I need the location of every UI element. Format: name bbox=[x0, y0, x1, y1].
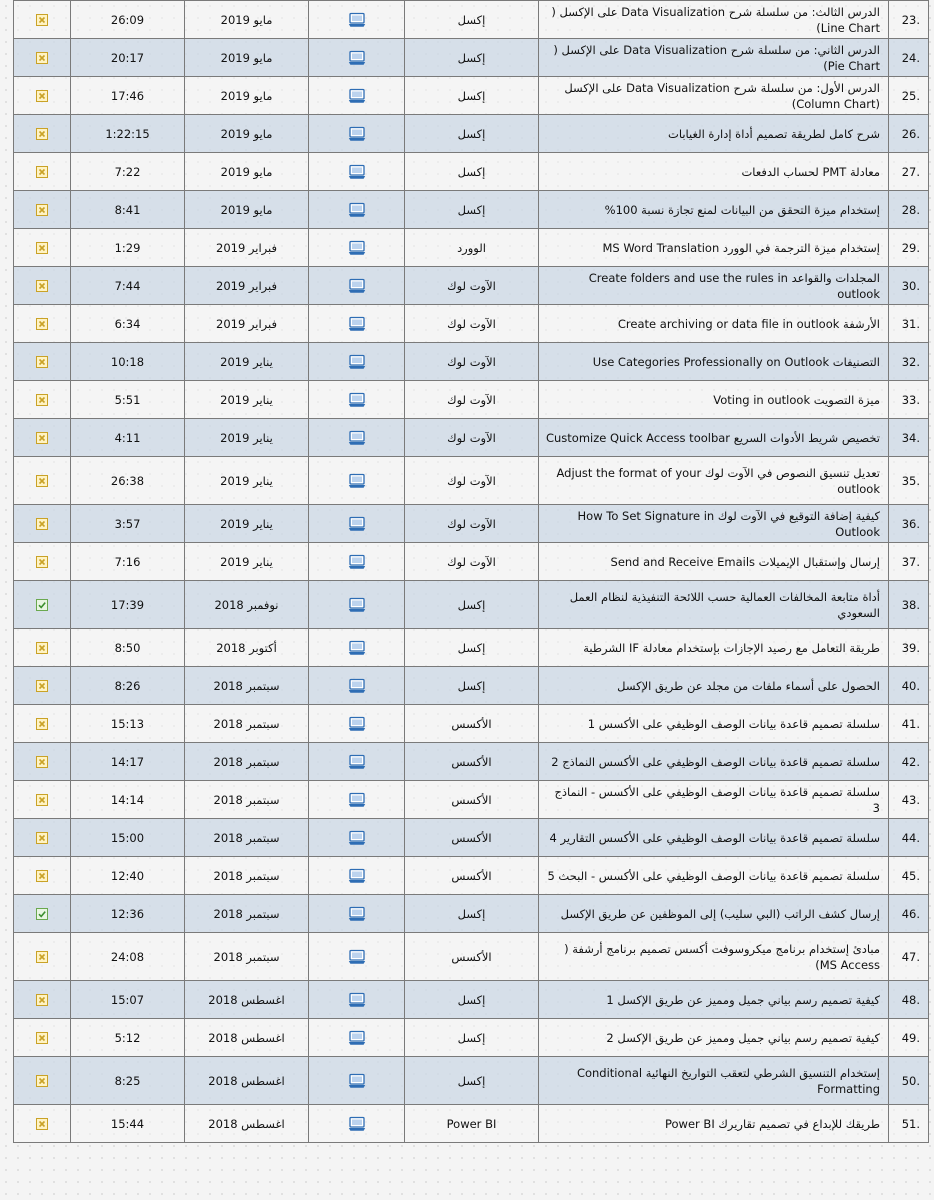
computer-icon[interactable] bbox=[348, 392, 366, 406]
pending-icon[interactable] bbox=[36, 556, 48, 568]
computer-icon[interactable] bbox=[348, 240, 366, 254]
status-cell[interactable] bbox=[14, 115, 71, 153]
table-body bbox=[14, 1, 929, 1143]
pending-icon[interactable] bbox=[36, 756, 48, 768]
row-number: .46 bbox=[889, 895, 929, 933]
title-cell[interactable]: التصنيفات Use Categories Professionally on Outlook bbox=[539, 343, 889, 381]
table-row[interactable] bbox=[14, 343, 929, 381]
pending-icon[interactable] bbox=[36, 680, 48, 692]
row-number: .27 bbox=[889, 153, 929, 191]
status-cell[interactable] bbox=[14, 1057, 71, 1105]
category-cell: الأكسس bbox=[405, 781, 539, 819]
pending-icon[interactable] bbox=[36, 90, 48, 102]
row-number: .42 bbox=[889, 743, 929, 781]
computer-icon[interactable] bbox=[348, 754, 366, 768]
title-cell[interactable]: سلسلة تصميم قاعدة بيانات الوصف الوظيفي على الأكسس التقارير 4 bbox=[539, 819, 889, 857]
table-row[interactable] bbox=[14, 39, 929, 77]
duration-cell: 24:08 bbox=[71, 933, 185, 981]
row-number: .32 bbox=[889, 343, 929, 381]
computer-icon[interactable] bbox=[348, 792, 366, 806]
table-row[interactable] bbox=[14, 1, 929, 39]
computer-icon[interactable] bbox=[348, 678, 366, 692]
video-cell[interactable] bbox=[309, 229, 405, 267]
duration-cell: 1:29 bbox=[71, 229, 185, 267]
category-cell: الوورد bbox=[405, 229, 539, 267]
video-cell[interactable] bbox=[309, 667, 405, 705]
table-row[interactable] bbox=[14, 543, 929, 581]
status-cell[interactable] bbox=[14, 543, 71, 581]
row-number: .37 bbox=[889, 543, 929, 581]
title-cell[interactable]: إرسال وإستقبال الإيميلات Send and Receive Emails bbox=[539, 543, 889, 581]
row-number: .40 bbox=[889, 667, 929, 705]
status-cell[interactable] bbox=[14, 743, 71, 781]
date-cell: سبتمبر 2018 bbox=[185, 667, 309, 705]
video-cell[interactable] bbox=[309, 933, 405, 981]
title-cell[interactable]: إستخدام ميزة التحقق من البيانات لمنع تجازة نسبة 100% bbox=[539, 191, 889, 229]
category-cell: إكسل bbox=[405, 1019, 539, 1057]
date-cell: مايو 2019 bbox=[185, 115, 309, 153]
row-number: .43 bbox=[889, 781, 929, 819]
category-cell: إكسل bbox=[405, 667, 539, 705]
course-table bbox=[13, 0, 929, 1143]
computer-icon[interactable] bbox=[348, 430, 366, 444]
date-cell: اغسطس 2018 bbox=[185, 1105, 309, 1143]
pending-icon[interactable] bbox=[36, 204, 48, 216]
category-cell: الأكسس bbox=[405, 743, 539, 781]
row-number: .49 bbox=[889, 1019, 929, 1057]
video-cell[interactable] bbox=[309, 153, 405, 191]
row-number: .28 bbox=[889, 191, 929, 229]
pending-icon[interactable] bbox=[36, 642, 48, 654]
title-cell[interactable]: سلسلة تصميم قاعدة بيانات الوصف الوظيفي على الأكسس - البحث 5 bbox=[539, 857, 889, 895]
date-cell: سبتمبر 2018 bbox=[185, 781, 309, 819]
date-cell: فبراير 2019 bbox=[185, 267, 309, 305]
category-cell: إكسل bbox=[405, 39, 539, 77]
pending-icon[interactable] bbox=[36, 356, 48, 368]
date-cell: اغسطس 2018 bbox=[185, 1057, 309, 1105]
video-cell[interactable] bbox=[309, 191, 405, 229]
table-row[interactable] bbox=[14, 857, 929, 895]
pending-icon[interactable] bbox=[36, 318, 48, 330]
category-cell: الآوت لوك bbox=[405, 457, 539, 505]
date-cell: فبراير 2019 bbox=[185, 229, 309, 267]
date-cell: مايو 2019 bbox=[185, 1, 309, 39]
row-number: .41 bbox=[889, 705, 929, 743]
duration-cell: 26:09 bbox=[71, 1, 185, 39]
computer-icon[interactable] bbox=[348, 640, 366, 654]
date-cell: يناير 2019 bbox=[185, 381, 309, 419]
row-number: .26 bbox=[889, 115, 929, 153]
date-cell: مايو 2019 bbox=[185, 153, 309, 191]
computer-icon[interactable] bbox=[348, 354, 366, 368]
date-cell: نوفمبر 2018 bbox=[185, 581, 309, 629]
video-cell[interactable] bbox=[309, 505, 405, 543]
video-cell[interactable] bbox=[309, 629, 405, 667]
computer-icon[interactable] bbox=[348, 202, 366, 216]
row-number: .35 bbox=[889, 457, 929, 505]
status-cell[interactable] bbox=[14, 1105, 71, 1143]
video-cell[interactable] bbox=[309, 781, 405, 819]
done-icon[interactable] bbox=[36, 908, 48, 920]
duration-cell: 15:00 bbox=[71, 819, 185, 857]
status-cell[interactable] bbox=[14, 191, 71, 229]
duration-cell: 4:11 bbox=[71, 419, 185, 457]
computer-icon[interactable] bbox=[348, 830, 366, 844]
title-cell[interactable]: مبادئ إستخدام برنامج ميكروسوفت أكسس تصميم برنامج أرشفة ( MS Access) bbox=[539, 933, 889, 981]
category-cell: إكسل bbox=[405, 77, 539, 115]
video-cell[interactable] bbox=[309, 857, 405, 895]
duration-cell: 6:34 bbox=[71, 305, 185, 343]
video-cell[interactable] bbox=[309, 115, 405, 153]
video-cell[interactable] bbox=[309, 819, 405, 857]
title-cell[interactable]: إستخدام التنسيق الشرطي لتعقب التواريخ النهائية Conditional Formatting bbox=[539, 1057, 889, 1105]
title-cell[interactable]: الدرس الثالث: من سلسلة شرح Data Visualization على الإكسل ( Line Chart) bbox=[539, 1, 889, 39]
row-number: .47 bbox=[889, 933, 929, 981]
video-cell[interactable] bbox=[309, 581, 405, 629]
category-cell: الأكسس bbox=[405, 857, 539, 895]
pending-icon[interactable] bbox=[36, 518, 48, 530]
duration-cell: 8:26 bbox=[71, 667, 185, 705]
duration-cell: 7:44 bbox=[71, 267, 185, 305]
date-cell: سبتمبر 2018 bbox=[185, 933, 309, 981]
video-cell[interactable] bbox=[309, 543, 405, 581]
table-row[interactable] bbox=[14, 505, 929, 543]
category-cell: إكسل bbox=[405, 1, 539, 39]
title-cell[interactable]: تخصيص شريط الأدوات السريع Customize Quick Access toolbar bbox=[539, 419, 889, 457]
category-cell: إكسل bbox=[405, 629, 539, 667]
date-cell: يناير 2019 bbox=[185, 543, 309, 581]
title-cell[interactable]: ميزة التصويت Voting in outlook bbox=[539, 381, 889, 419]
category-cell: إكسل bbox=[405, 981, 539, 1019]
row-number: .44 bbox=[889, 819, 929, 857]
video-cell[interactable] bbox=[309, 77, 405, 115]
table-row[interactable] bbox=[14, 743, 929, 781]
date-cell: أكتوبر 2018 bbox=[185, 629, 309, 667]
computer-icon[interactable] bbox=[348, 868, 366, 882]
table-row[interactable] bbox=[14, 705, 929, 743]
pending-icon[interactable] bbox=[36, 1118, 48, 1130]
status-cell[interactable] bbox=[14, 1019, 71, 1057]
table-row[interactable] bbox=[14, 77, 929, 115]
category-cell: الآوت لوك bbox=[405, 267, 539, 305]
title-cell[interactable]: الدرس الثاني: من سلسلة شرح Data Visualization على الإكسل ( Pie Chart) bbox=[539, 39, 889, 77]
category-cell: إكسل bbox=[405, 153, 539, 191]
duration-cell: 20:17 bbox=[71, 39, 185, 77]
computer-icon[interactable] bbox=[348, 554, 366, 568]
table-row[interactable] bbox=[14, 581, 929, 629]
table-row[interactable] bbox=[14, 229, 929, 267]
status-cell[interactable] bbox=[14, 933, 71, 981]
status-cell[interactable] bbox=[14, 229, 71, 267]
table-row[interactable] bbox=[14, 933, 929, 981]
pending-icon[interactable] bbox=[36, 951, 48, 963]
title-cell[interactable]: إرسال كشف الراتب (البي سليب) إلى الموظفين عن طريق الإكسل bbox=[539, 895, 889, 933]
date-cell: مايو 2019 bbox=[185, 39, 309, 77]
computer-icon[interactable] bbox=[348, 278, 366, 292]
date-cell: مايو 2019 bbox=[185, 77, 309, 115]
computer-icon[interactable] bbox=[348, 50, 366, 64]
status-cell[interactable] bbox=[14, 305, 71, 343]
computer-icon[interactable] bbox=[348, 164, 366, 178]
pending-icon[interactable] bbox=[36, 128, 48, 140]
video-cell[interactable] bbox=[309, 1105, 405, 1143]
title-cell[interactable]: الأرشفة Create archiving or data file in outlook bbox=[539, 305, 889, 343]
title-cell[interactable]: سلسلة تصميم قاعدة بيانات الوصف الوظيفي على الأكسس - النماذج 3 bbox=[539, 781, 889, 819]
row-number: .31 bbox=[889, 305, 929, 343]
row-number: .24 bbox=[889, 39, 929, 77]
duration-cell: 3:57 bbox=[71, 505, 185, 543]
pending-icon[interactable] bbox=[36, 1032, 48, 1044]
duration-cell: 12:36 bbox=[71, 895, 185, 933]
video-cell[interactable] bbox=[309, 419, 405, 457]
category-cell: الآوت لوك bbox=[405, 543, 539, 581]
computer-icon[interactable] bbox=[348, 88, 366, 102]
table-row[interactable] bbox=[14, 629, 929, 667]
category-cell: إكسل bbox=[405, 581, 539, 629]
date-cell: يناير 2019 bbox=[185, 419, 309, 457]
row-number: .30 bbox=[889, 267, 929, 305]
status-cell[interactable] bbox=[14, 343, 71, 381]
category-cell: Power BI bbox=[405, 1105, 539, 1143]
table-row[interactable] bbox=[14, 115, 929, 153]
date-cell: سبتمبر 2018 bbox=[185, 895, 309, 933]
duration-cell: 15:13 bbox=[71, 705, 185, 743]
category-cell: الآوت لوك bbox=[405, 381, 539, 419]
status-cell[interactable] bbox=[14, 895, 71, 933]
computer-icon[interactable] bbox=[348, 716, 366, 730]
duration-cell: 12:40 bbox=[71, 857, 185, 895]
duration-cell: 17:46 bbox=[71, 77, 185, 115]
pending-icon[interactable] bbox=[36, 242, 48, 254]
row-number: .25 bbox=[889, 77, 929, 115]
computer-icon[interactable] bbox=[348, 126, 366, 140]
table-row[interactable] bbox=[14, 1057, 929, 1105]
status-cell[interactable] bbox=[14, 629, 71, 667]
table-row[interactable] bbox=[14, 667, 929, 705]
video-cell[interactable] bbox=[309, 39, 405, 77]
category-cell: إكسل bbox=[405, 895, 539, 933]
category-cell: الأكسس bbox=[405, 819, 539, 857]
date-cell: سبتمبر 2018 bbox=[185, 705, 309, 743]
video-cell[interactable] bbox=[309, 705, 405, 743]
title-cell[interactable]: سلسلة تصميم قاعدة بيانات الوصف الوظيفي على الأكسس النماذج 2 bbox=[539, 743, 889, 781]
status-cell[interactable] bbox=[14, 381, 71, 419]
duration-cell: 17:39 bbox=[71, 581, 185, 629]
status-cell[interactable] bbox=[14, 981, 71, 1019]
date-cell: اغسطس 2018 bbox=[185, 1019, 309, 1057]
pending-icon[interactable] bbox=[36, 280, 48, 292]
row-number: .39 bbox=[889, 629, 929, 667]
category-cell: الأكسس bbox=[405, 933, 539, 981]
status-cell[interactable] bbox=[14, 581, 71, 629]
computer-icon[interactable] bbox=[348, 597, 366, 611]
table-row[interactable] bbox=[14, 781, 929, 819]
row-number: .45 bbox=[889, 857, 929, 895]
table-row[interactable] bbox=[14, 1019, 929, 1057]
video-cell[interactable] bbox=[309, 381, 405, 419]
title-cell[interactable]: طريقة التعامل مع رصيد الإجازات بإستخدام معادلة IF الشرطية bbox=[539, 629, 889, 667]
date-cell: مايو 2019 bbox=[185, 191, 309, 229]
status-cell[interactable] bbox=[14, 419, 71, 457]
table-row[interactable] bbox=[14, 457, 929, 505]
pending-icon[interactable] bbox=[36, 166, 48, 178]
row-number: .50 bbox=[889, 1057, 929, 1105]
row-number: .48 bbox=[889, 981, 929, 1019]
category-cell: إكسل bbox=[405, 115, 539, 153]
pending-icon[interactable] bbox=[36, 994, 48, 1006]
computer-icon[interactable] bbox=[348, 949, 366, 963]
duration-cell: 15:44 bbox=[71, 1105, 185, 1143]
status-cell[interactable] bbox=[14, 77, 71, 115]
computer-icon[interactable] bbox=[348, 316, 366, 330]
title-cell[interactable]: كيفية تصميم رسم بياني جميل ومميز عن طريق الإكسل 2 bbox=[539, 1019, 889, 1057]
pending-icon[interactable] bbox=[36, 1075, 48, 1087]
status-cell[interactable] bbox=[14, 667, 71, 705]
status-cell[interactable] bbox=[14, 781, 71, 819]
course-list bbox=[13, 0, 928, 1143]
status-cell[interactable] bbox=[14, 39, 71, 77]
duration-cell: 26:38 bbox=[71, 457, 185, 505]
table-row[interactable] bbox=[14, 153, 929, 191]
duration-cell: 15:07 bbox=[71, 981, 185, 1019]
category-cell: الآوت لوك bbox=[405, 305, 539, 343]
video-cell[interactable] bbox=[309, 267, 405, 305]
computer-icon[interactable] bbox=[348, 12, 366, 26]
table-row[interactable] bbox=[14, 819, 929, 857]
computer-icon[interactable] bbox=[348, 906, 366, 920]
title-cell[interactable]: سلسلة تصميم قاعدة بيانات الوصف الوظيفي على الأكسس 1 bbox=[539, 705, 889, 743]
pending-icon[interactable] bbox=[36, 794, 48, 806]
title-cell[interactable]: تعديل تنسيق النصوص في الآوت لوك Adjust the format of your outlook bbox=[539, 457, 889, 505]
duration-cell: 5:12 bbox=[71, 1019, 185, 1057]
date-cell: فبراير 2019 bbox=[185, 305, 309, 343]
done-icon[interactable] bbox=[36, 599, 48, 611]
row-number: .29 bbox=[889, 229, 929, 267]
date-cell: سبتمبر 2018 bbox=[185, 743, 309, 781]
title-cell[interactable]: المجلدات والقواعد Create folders and use the rules in outlook bbox=[539, 267, 889, 305]
computer-icon[interactable] bbox=[348, 1030, 366, 1044]
table-row[interactable] bbox=[14, 381, 929, 419]
status-cell[interactable] bbox=[14, 153, 71, 191]
duration-cell: 1:22:15 bbox=[71, 115, 185, 153]
table-row[interactable] bbox=[14, 267, 929, 305]
pending-icon[interactable] bbox=[36, 870, 48, 882]
pending-icon[interactable] bbox=[36, 52, 48, 64]
video-cell[interactable] bbox=[309, 1057, 405, 1105]
status-cell[interactable] bbox=[14, 819, 71, 857]
title-cell[interactable]: شرح كامل لطريقة تصميم أداة إدارة الغيابات bbox=[539, 115, 889, 153]
video-cell[interactable] bbox=[309, 343, 405, 381]
duration-cell: 7:22 bbox=[71, 153, 185, 191]
status-cell[interactable] bbox=[14, 505, 71, 543]
row-number: .34 bbox=[889, 419, 929, 457]
pending-icon[interactable] bbox=[36, 432, 48, 444]
video-cell[interactable] bbox=[309, 305, 405, 343]
video-cell[interactable] bbox=[309, 1, 405, 39]
title-cell[interactable]: طريقك للإبداع في تصميم تقاريرك Power BI bbox=[539, 1105, 889, 1143]
category-cell: الآوت لوك bbox=[405, 343, 539, 381]
row-number: .38 bbox=[889, 581, 929, 629]
table-row[interactable] bbox=[14, 305, 929, 343]
date-cell: يناير 2019 bbox=[185, 343, 309, 381]
status-cell[interactable] bbox=[14, 705, 71, 743]
title-cell[interactable]: أداة متابعة المخالفات العمالية حسب اللائحة التنفيذية لنظام العمل السعودي bbox=[539, 581, 889, 629]
table-row[interactable] bbox=[14, 191, 929, 229]
computer-icon[interactable] bbox=[348, 1073, 366, 1087]
title-cell[interactable]: الدرس الأول: من سلسلة شرح Data Visualization على الإكسل (Column Chart) bbox=[539, 77, 889, 115]
title-cell[interactable]: كيفية تصميم رسم بياني جميل ومميز عن طريق الإكسل 1 bbox=[539, 981, 889, 1019]
category-cell: إكسل bbox=[405, 1057, 539, 1105]
status-cell[interactable] bbox=[14, 1, 71, 39]
pending-icon[interactable] bbox=[36, 718, 48, 730]
row-number: .23 bbox=[889, 1, 929, 39]
title-cell[interactable]: كيفية إضافة التوقيع في الآوت لوك How To Set Signature in Outlook bbox=[539, 505, 889, 543]
category-cell: الأكسس bbox=[405, 705, 539, 743]
table-row[interactable] bbox=[14, 419, 929, 457]
pending-icon[interactable] bbox=[36, 475, 48, 487]
pending-icon[interactable] bbox=[36, 14, 48, 26]
computer-icon[interactable] bbox=[348, 1116, 366, 1130]
row-number: .51 bbox=[889, 1105, 929, 1143]
title-cell[interactable]: الحصول على أسماء ملفات من مجلد عن طريق الإكسل bbox=[539, 667, 889, 705]
table-row[interactable] bbox=[14, 981, 929, 1019]
duration-cell: 5:51 bbox=[71, 381, 185, 419]
video-cell[interactable] bbox=[309, 895, 405, 933]
duration-cell: 7:16 bbox=[71, 543, 185, 581]
date-cell: اغسطس 2018 bbox=[185, 981, 309, 1019]
title-cell[interactable]: معادلة PMT لحساب الدفعات bbox=[539, 153, 889, 191]
pending-icon[interactable] bbox=[36, 832, 48, 844]
video-cell[interactable] bbox=[309, 981, 405, 1019]
status-cell[interactable] bbox=[14, 857, 71, 895]
category-cell: إكسل bbox=[405, 191, 539, 229]
duration-cell: 14:14 bbox=[71, 781, 185, 819]
computer-icon[interactable] bbox=[348, 992, 366, 1006]
date-cell: يناير 2019 bbox=[185, 505, 309, 543]
row-number: .36 bbox=[889, 505, 929, 543]
duration-cell: 8:41 bbox=[71, 191, 185, 229]
category-cell: الآوت لوك bbox=[405, 505, 539, 543]
status-cell[interactable] bbox=[14, 457, 71, 505]
date-cell: سبتمبر 2018 bbox=[185, 857, 309, 895]
pending-icon[interactable] bbox=[36, 394, 48, 406]
row-number: .33 bbox=[889, 381, 929, 419]
table-row[interactable] bbox=[14, 1105, 929, 1143]
title-cell[interactable]: إستخدام ميزة الترجمة في الوورد MS Word Translation bbox=[539, 229, 889, 267]
computer-icon[interactable] bbox=[348, 516, 366, 530]
category-cell: الآوت لوك bbox=[405, 419, 539, 457]
duration-cell: 8:25 bbox=[71, 1057, 185, 1105]
status-cell[interactable] bbox=[14, 267, 71, 305]
video-cell[interactable] bbox=[309, 457, 405, 505]
video-cell[interactable] bbox=[309, 1019, 405, 1057]
computer-icon[interactable] bbox=[348, 473, 366, 487]
duration-cell: 14:17 bbox=[71, 743, 185, 781]
date-cell: سبتمبر 2018 bbox=[185, 819, 309, 857]
video-cell[interactable] bbox=[309, 743, 405, 781]
duration-cell: 8:50 bbox=[71, 629, 185, 667]
table-row[interactable] bbox=[14, 895, 929, 933]
date-cell: يناير 2019 bbox=[185, 457, 309, 505]
duration-cell: 10:18 bbox=[71, 343, 185, 381]
